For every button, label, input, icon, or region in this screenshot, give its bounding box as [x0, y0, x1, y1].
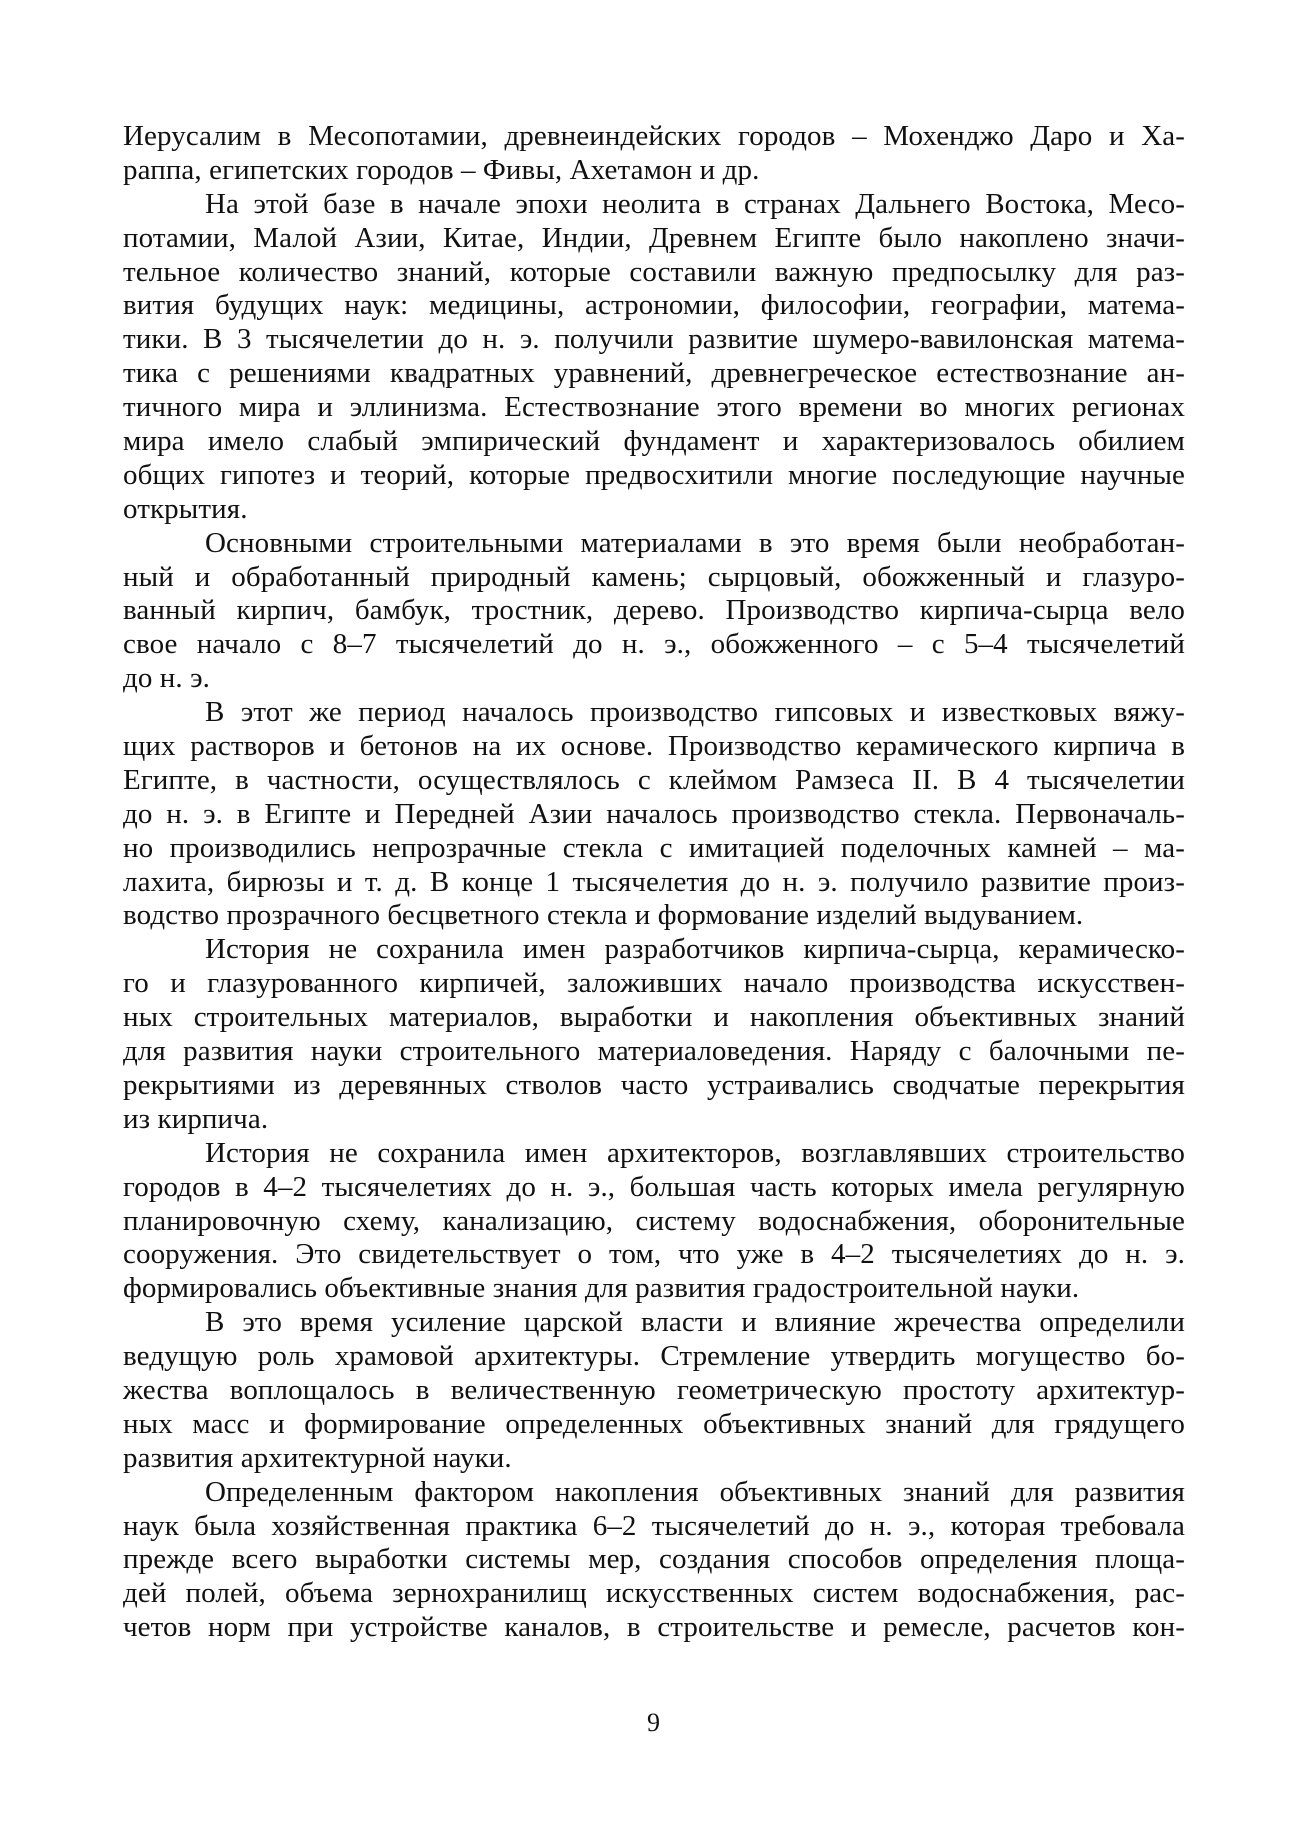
- text-line: сооружения. Это свидетельствует о том, что уже в 4–2 тысячелетиях до н. э.: [123, 1238, 1185, 1271]
- text-line: дей полей, объема зернохранилищ искусственных систем водоснабжения, рас-: [123, 1577, 1185, 1610]
- text-line: История не сохранила имен архитекторов, возглавлявших строительство: [205, 1136, 1185, 1169]
- text-line: тичного мира и эллинизма. Естествознание этого времени во многих регионах: [123, 391, 1185, 424]
- text-line: до н. э.: [123, 662, 211, 695]
- text-line: планировочную схему, канализацию, систему водоснабжения, оборонительные: [123, 1204, 1185, 1237]
- text-line: прежде всего выработки системы мер, создания способов определения площа-: [123, 1543, 1185, 1576]
- text-line: жества воплощалось в величественную геометрическую простоту архитектур-: [123, 1373, 1185, 1406]
- text-line: тельное количество знаний, которые составили важную предпосылку для раз-: [123, 255, 1185, 288]
- text-line: Определенным фактором накопления объективных знаний для развития: [205, 1475, 1185, 1508]
- text-line: Основными строительными материалами в это время были необработан-: [205, 526, 1185, 559]
- text-line: свое начало с 8–7 тысячелетий до н. э., обожженного – с 5–4 тысячелетий: [123, 628, 1185, 661]
- paragraph-1: [123, 120, 1185, 188]
- text-line: щих растворов и бетонов на их основе. Производство керамического кирпича в: [123, 730, 1185, 763]
- text-line: тика с решениями квадратных уравнений, древнегреческое естествознание ан-: [123, 357, 1185, 390]
- text-line: рекрытиями из деревянных стволов часто устраивались сводчатые перекрытия: [123, 1068, 1185, 1101]
- text-line: История не сохранила имен разработчиков кирпича-сырца, керамическо-: [205, 933, 1185, 966]
- text-line: общих гипотез и теорий, которые предвосхитили многие последующие научные: [123, 458, 1185, 491]
- text-line: потамии, Малой Азии, Китае, Индии, Древнем Египте было накоплено значи-: [123, 221, 1185, 254]
- text-line: лахита, бирюзы и т. д. В конце 1 тысячелетия до н. э. получило развитие произ-: [123, 865, 1185, 898]
- text-line: Египте, в частности, осуществлялось с клеймом Рамзеса II. В 4 тысячелетии: [123, 763, 1185, 796]
- text-line: наук была хозяйственная практика 6–2 тысячелетий до н. э., которая требовала: [123, 1509, 1185, 1542]
- text-line: водство прозрачного бесцветного стекла и формование изделий выдуванием.: [123, 899, 1084, 932]
- text-line: для развития науки строительного материаловедения. Наряду с балочными пе-: [123, 1035, 1185, 1068]
- text-line: На этой базе в начале эпохи неолита в странах Дальнего Востока, Месо-: [205, 187, 1185, 220]
- text-line: ных строительных материалов, выработки и накопления объективных знаний: [123, 1001, 1185, 1034]
- text-line: ведущую роль храмовой архитектуры. Стремление утвердить могущество бо-: [123, 1340, 1185, 1373]
- text-line: формировались объективные знания для развития градостроительной науки.: [123, 1272, 1080, 1305]
- text-line: ный и обработанный природный камень; сырцовый, обожженный и глазуро-: [123, 560, 1185, 593]
- paragraph-3: [123, 527, 1185, 696]
- text-line: открытия.: [123, 492, 248, 525]
- paragraph-2: [123, 188, 1185, 527]
- text-line: четов норм при устройстве каналов, в строительстве и ремесле, расчетов кон-: [123, 1611, 1185, 1644]
- text-line: ных масс и формирование определенных объективных знаний для грядущего: [123, 1407, 1185, 1440]
- body-text: [123, 120, 1185, 1645]
- text-line: В это время усиление царской власти и влияние жречества определили: [205, 1306, 1185, 1339]
- paragraph-5: [123, 933, 1185, 1136]
- text-line: до н. э. в Египте и Передней Азии началось производство стекла. Первоначаль-: [123, 797, 1185, 830]
- paragraph-7: [123, 1306, 1185, 1475]
- text-line: го и глазурованного кирпичей, заложивших начало производства искусствен-: [123, 967, 1185, 1000]
- text-line: из кирпича.: [123, 1102, 269, 1135]
- paragraph-6: [123, 1137, 1185, 1306]
- text-line: городов в 4–2 тысячелетиях до н. э., большая часть которых имела регулярную: [123, 1170, 1185, 1203]
- text-line: мира имело слабый эмпирический фундамент и характеризовалось обилием: [123, 425, 1185, 458]
- text-line: Иерусалим в Месопотамии, древнеиндейских городов – Мохенджо Даро и Ха-: [123, 120, 1185, 152]
- paragraph-4: [123, 696, 1185, 933]
- text-line: ванный кирпич, бамбук, тростник, дерево. Производство кирпича-сырца вело: [123, 594, 1185, 627]
- page-number: 9: [647, 1708, 660, 1737]
- text-line: В этот же период началось производство гипсовых и известковых вяжу-: [205, 696, 1185, 729]
- text-line: тики. В 3 тысячелетии до н. э. получили развитие шумеро-вавилонская матема-: [123, 323, 1185, 356]
- text-line: но производились непрозрачные стекла с имитацией поделочных камней – ма-: [123, 831, 1185, 864]
- paragraph-8: [123, 1476, 1185, 1645]
- text-line: развития архитектурной науки.: [123, 1441, 512, 1474]
- text-line: вития будущих наук: медицины, астрономии, философии, географии, матема-: [123, 289, 1185, 322]
- text-line: раппа, египетских городов – Фивы, Ахетамон и др.: [123, 153, 760, 186]
